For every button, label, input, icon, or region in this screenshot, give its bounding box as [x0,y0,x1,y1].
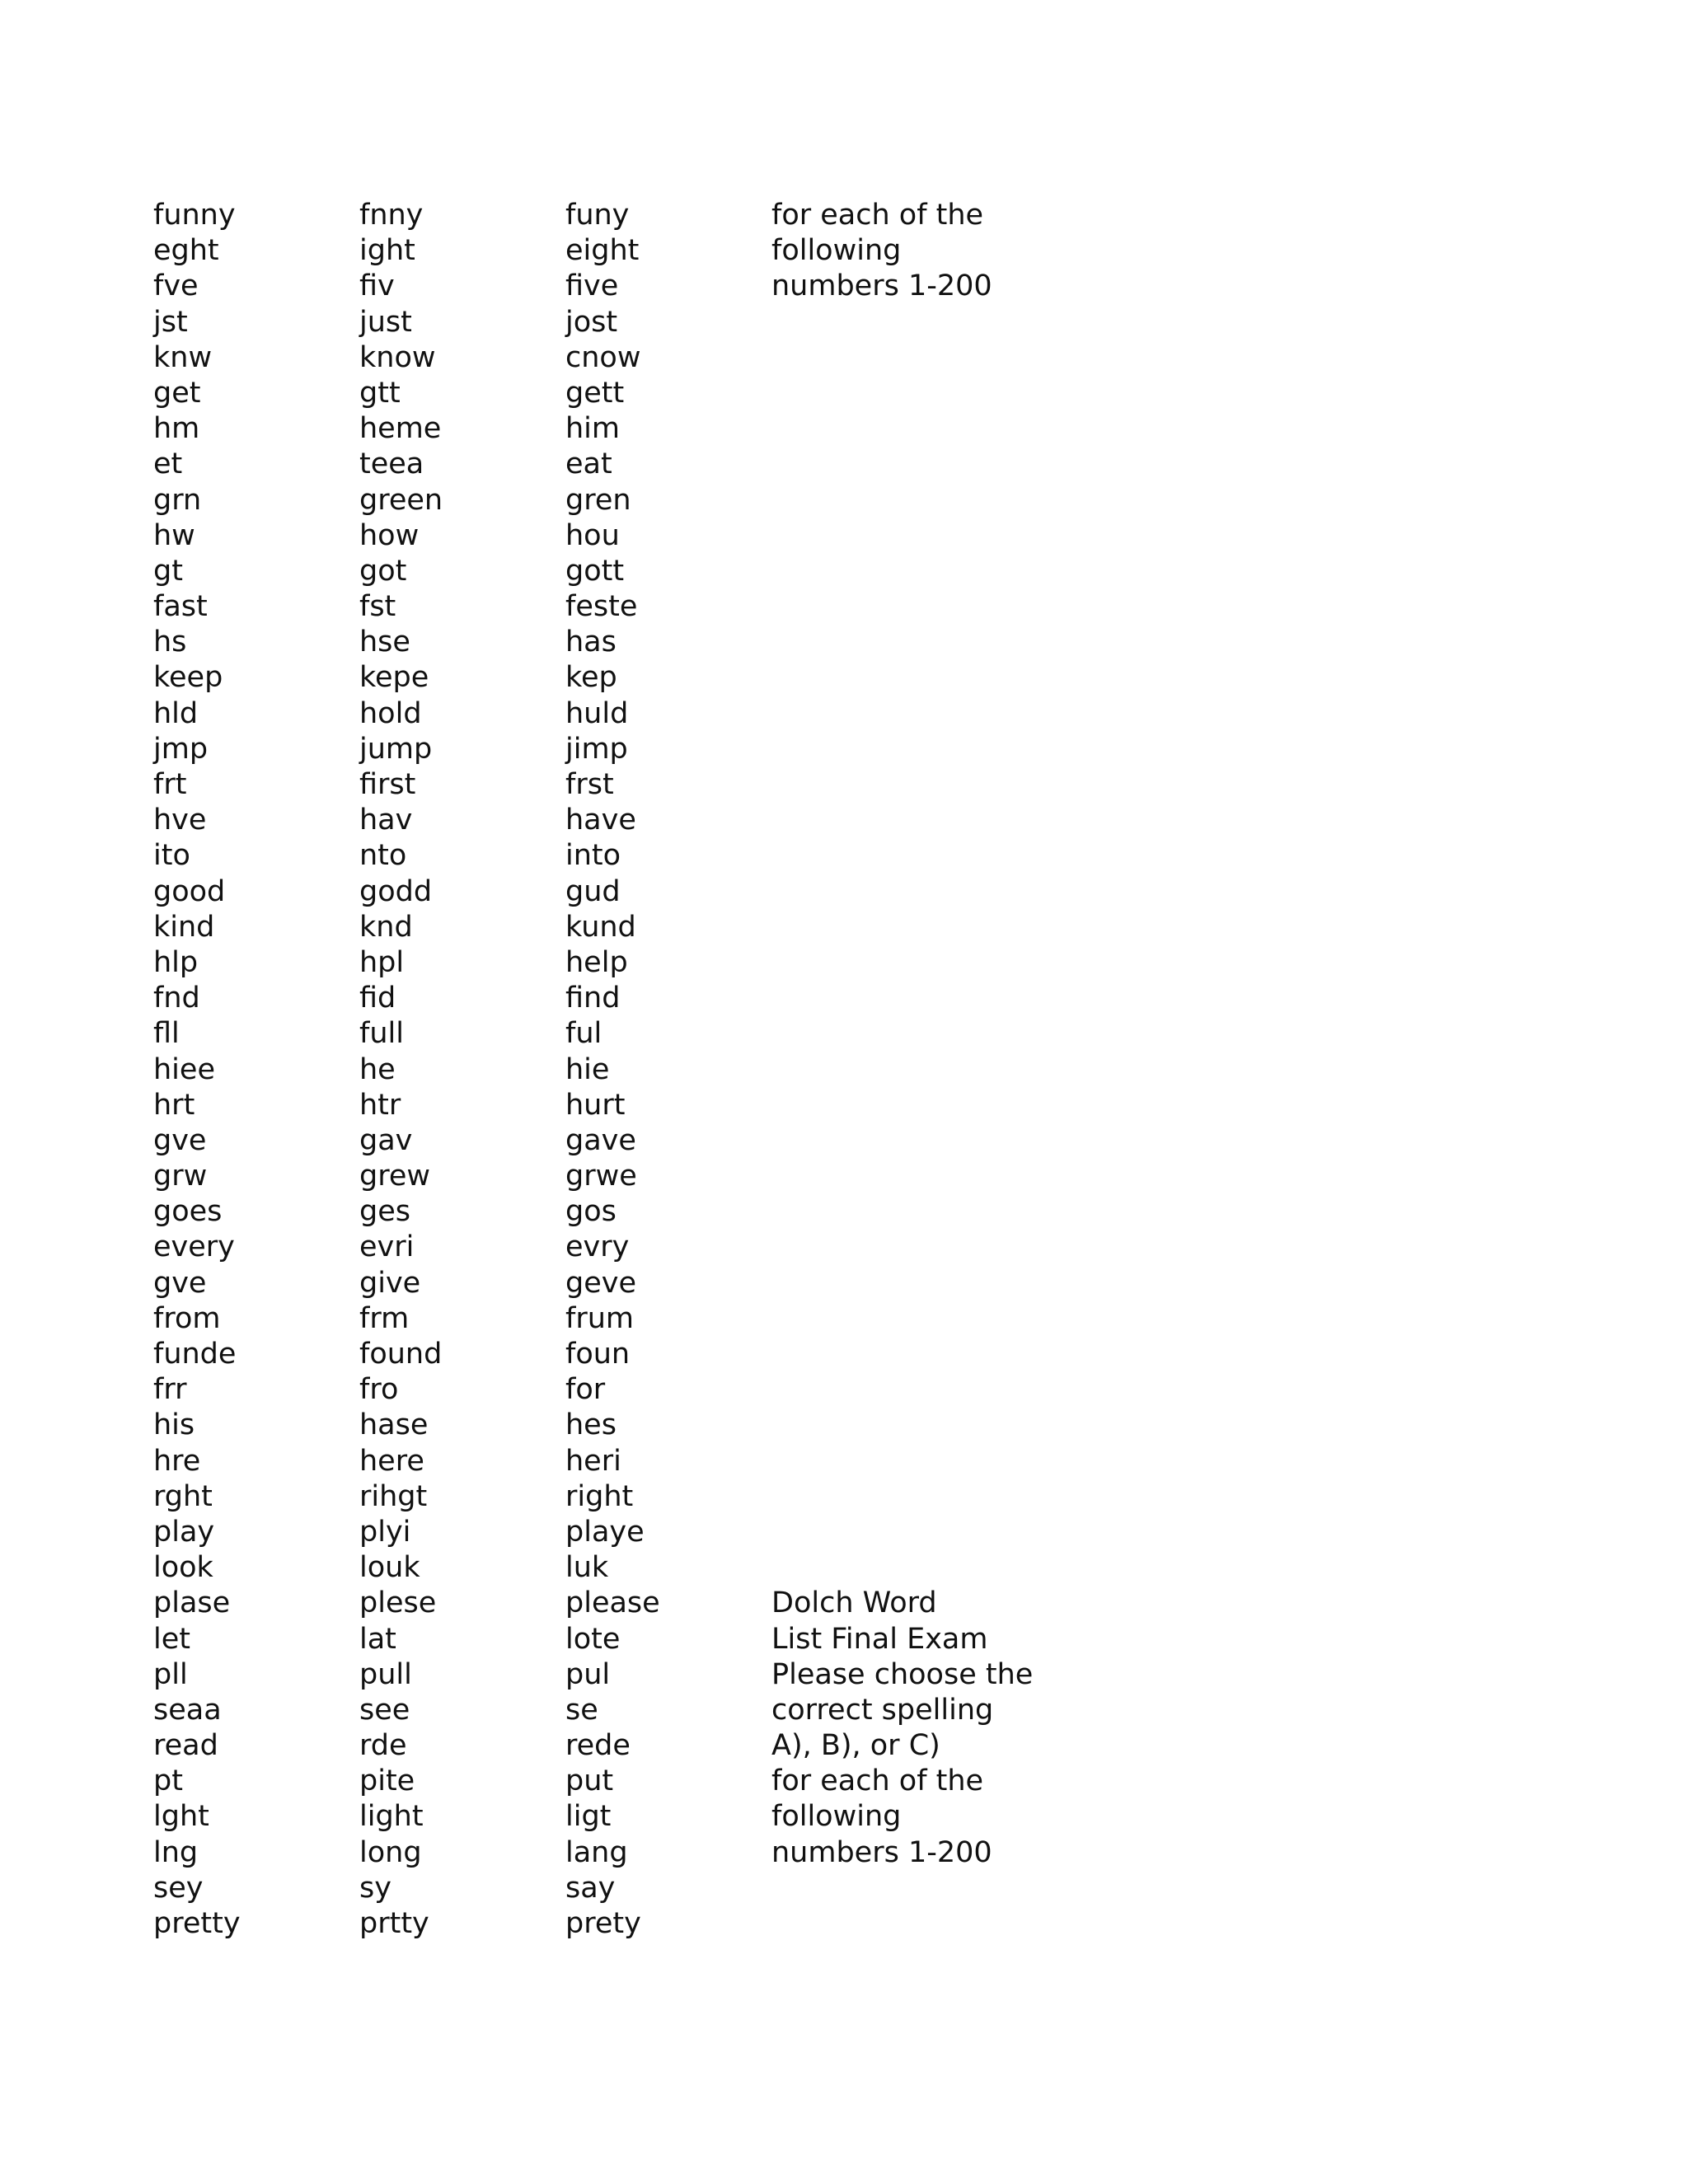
spelling-option-c: funy [565,199,630,232]
spelling-option-c: frum [565,1301,634,1335]
spelling-option-b: grew [359,1160,430,1193]
word-row [153,1657,1101,1693]
word-row [153,269,1101,304]
spelling-option-b: got [359,554,407,588]
spelling-option-c: gett [565,376,625,410]
spelling-option-c: evry [565,1230,630,1264]
word-row [153,660,1101,696]
spelling-option-c: ligt [565,1800,612,1834]
spelling-option-b: first [359,768,416,801]
word-row [153,767,1101,803]
spelling-option-a: gve [153,1266,207,1300]
spelling-option-a: jmp [153,732,209,766]
spelling-option-c: hou [565,518,620,552]
spelling-option-b: godd [359,874,433,908]
spelling-option-b: gtt [359,376,401,410]
spelling-option-a: goes [153,1195,223,1229]
word-row [153,554,1101,589]
spelling-option-c: five [565,269,619,303]
word-row [153,233,1101,269]
instruction-text: for each of the [771,1765,984,1798]
instruction-text: A), B), or C) [771,1729,940,1763]
instruction-text: following [771,234,902,268]
spelling-option-a: seaa [153,1693,222,1727]
spelling-option-b: rde [359,1729,407,1763]
spelling-option-a: good [153,874,226,908]
spelling-option-c: heri [565,1444,621,1478]
spelling-option-c: eat [565,448,612,481]
word-row [153,1764,1101,1799]
spelling-option-c: prety [565,1907,641,1940]
spelling-option-c: him [565,412,621,446]
spelling-option-b: hpl [359,945,405,979]
word-row [153,1728,1101,1764]
spelling-option-a: fll [153,1017,180,1051]
word-row [153,1301,1101,1337]
spelling-option-b: full [359,1017,404,1051]
spelling-option-a: jst [153,305,188,339]
instruction-text: following [771,1800,902,1834]
spelling-option-b: fid [359,982,396,1015]
word-row [153,1159,1101,1194]
spelling-option-c: kep [565,661,617,695]
word-row [153,518,1101,554]
word-row [153,1088,1101,1123]
spelling-option-c: pul [565,1657,611,1691]
instruction-text: numbers 1-200 [771,1835,992,1869]
spelling-option-a: hve [153,804,207,837]
spelling-option-a: lght [153,1800,209,1834]
spelling-option-a: sey [153,1871,204,1905]
word-row [153,732,1101,767]
spelling-option-b: plyi [359,1515,411,1549]
spelling-option-c: huld [565,696,629,730]
spelling-option-c: say [565,1871,616,1905]
word-row [153,1052,1101,1088]
spelling-option-b: hav [359,804,413,837]
spelling-option-b: plese [359,1586,437,1620]
spelling-option-b: rihgt [359,1479,428,1513]
word-row [153,1693,1101,1728]
spelling-option-c: has [565,626,617,659]
word-row [153,625,1101,660]
word-row [153,198,1101,233]
word-row [153,981,1101,1016]
spelling-option-b: knd [359,910,413,944]
spelling-option-a: ito [153,839,190,873]
spelling-option-a: funde [153,1338,237,1371]
word-row [153,1337,1101,1372]
spelling-option-b: know [359,340,436,374]
spelling-option-c: find [565,982,621,1015]
word-row [153,1479,1101,1515]
spelling-option-c: hes [565,1408,617,1442]
spelling-option-c: geve [565,1266,636,1300]
spelling-option-b: fnny [359,199,424,232]
word-row [153,1622,1101,1657]
word-row [153,1799,1101,1835]
spelling-option-b: gav [359,1123,413,1157]
spelling-option-a: pretty [153,1907,241,1940]
spelling-option-b: long [359,1835,422,1869]
spelling-option-a: hw [153,518,195,552]
spelling-option-b: give [359,1266,421,1300]
spelling-option-a: hrt [153,1088,195,1122]
spelling-option-a: hld [153,696,199,730]
word-row [153,1906,1101,1942]
word-row [153,945,1101,981]
spelling-option-c: into [565,839,621,873]
spelling-option-c: put [565,1765,614,1798]
spelling-option-b: jump [359,732,433,766]
spelling-option-b: see [359,1693,410,1727]
spelling-option-c: jost [565,305,618,339]
word-row [153,411,1101,447]
spelling-option-c: rede [565,1729,631,1763]
spelling-option-b: teea [359,448,424,481]
spelling-option-c: kund [565,910,636,944]
word-row [153,1123,1101,1159]
spelling-option-a: get [153,376,201,410]
spelling-option-a: every [153,1230,235,1264]
spelling-option-a: eght [153,234,219,268]
word-row [153,1230,1101,1265]
spelling-option-a: his [153,1408,195,1442]
spelling-option-b: hse [359,626,410,659]
spelling-option-a: hre [153,1444,201,1478]
spelling-option-c: playe [565,1515,645,1549]
spelling-option-b: green [359,483,443,517]
word-row [153,803,1101,838]
spelling-option-c: hie [565,1052,610,1086]
spelling-option-a: gt [153,554,183,588]
spelling-option-c: gren [565,483,631,517]
spelling-option-a: keep [153,661,223,695]
spelling-option-a: hm [153,412,200,446]
spelling-option-c: gave [565,1123,636,1157]
word-row [153,483,1101,518]
spelling-option-b: lat [359,1622,396,1656]
instruction-text: numbers 1-200 [771,269,992,303]
word-row [153,1408,1101,1443]
spelling-option-a: funny [153,199,236,232]
spelling-option-a: gve [153,1123,207,1157]
word-row [153,376,1101,411]
word-row [153,1016,1101,1052]
spelling-option-a: fve [153,269,199,303]
spelling-option-b: evri [359,1230,415,1264]
word-row [153,1444,1101,1479]
instruction-text: for each of the [771,199,984,232]
word-row [153,1194,1101,1230]
spelling-option-a: read [153,1729,218,1763]
spelling-option-c: lang [565,1835,628,1869]
word-row [153,1372,1101,1408]
spelling-option-b: fro [359,1373,399,1407]
spelling-option-a: grn [153,483,202,517]
spelling-option-a: frr [153,1373,187,1407]
spelling-option-c: please [565,1586,660,1620]
spelling-option-b: hase [359,1408,429,1442]
spelling-option-c: gott [565,554,625,588]
spelling-option-b: he [359,1052,396,1086]
instruction-text: Please choose the [771,1657,1034,1691]
spelling-option-a: plase [153,1586,231,1620]
spelling-option-a: from [153,1301,221,1335]
spelling-option-c: feste [565,590,638,624]
spelling-option-a: let [153,1622,190,1656]
spelling-option-c: have [565,804,636,837]
spelling-option-a: hlp [153,945,199,979]
spelling-option-b: found [359,1338,443,1371]
spelling-option-a: fast [153,590,208,624]
spelling-word-table [153,198,1101,1942]
spelling-option-c: gos [565,1195,617,1229]
spelling-option-c: frst [565,768,614,801]
spelling-option-a: grw [153,1160,208,1193]
word-row [153,1835,1101,1871]
spelling-option-c: se [565,1693,598,1727]
spelling-option-b: here [359,1444,424,1478]
word-row [153,910,1101,945]
spelling-option-b: sy [359,1871,392,1905]
spelling-option-a: fnd [153,982,200,1015]
spelling-option-c: for [565,1373,606,1407]
spelling-option-c: right [565,1479,634,1513]
spelling-option-b: how [359,518,420,552]
spelling-option-a: kind [153,910,215,944]
spelling-option-b: light [359,1800,424,1834]
word-row [153,1550,1101,1586]
spelling-option-c: ful [565,1017,603,1051]
word-row [153,1515,1101,1550]
instruction-text: correct spelling [771,1693,994,1727]
spelling-option-b: fst [359,590,396,624]
spelling-option-b: frm [359,1301,410,1335]
spelling-option-a: pll [153,1657,188,1691]
spelling-option-c: jimp [565,732,628,766]
word-row [153,589,1101,625]
spelling-option-a: hs [153,626,187,659]
spelling-option-a: et [153,448,183,481]
spelling-option-c: hurt [565,1088,626,1122]
spelling-option-a: knw [153,340,213,374]
word-row [153,1266,1101,1301]
word-row [153,874,1101,910]
spelling-option-b: nto [359,839,407,873]
spelling-option-a: lng [153,1835,199,1869]
instruction-text: List Final Exam [771,1622,988,1656]
spelling-option-a: pt [153,1765,183,1798]
spelling-option-a: look [153,1551,213,1585]
spelling-option-a: frt [153,768,187,801]
spelling-option-b: pite [359,1765,415,1798]
spelling-option-b: kepe [359,661,429,695]
word-row [153,696,1101,732]
spelling-option-c: cnow [565,340,641,374]
instruction-text: Dolch Word [771,1586,937,1620]
spelling-option-b: htr [359,1088,401,1122]
spelling-option-b: heme [359,412,442,446]
spelling-option-b: louk [359,1551,420,1585]
spelling-option-a: hiee [153,1052,215,1086]
spelling-option-a: rght [153,1479,213,1513]
spelling-option-c: foun [565,1338,631,1371]
spelling-option-c: gud [565,874,621,908]
spelling-option-c: grwe [565,1160,637,1193]
spelling-option-b: prtty [359,1907,429,1940]
word-row [153,305,1101,340]
word-row [153,1586,1101,1621]
spelling-option-b: just [359,305,412,339]
spelling-option-b: fiv [359,269,395,303]
word-row [153,447,1101,482]
word-row [153,340,1101,376]
spelling-option-c: luk [565,1551,609,1585]
word-row [153,1871,1101,1906]
spelling-option-a: play [153,1515,215,1549]
spelling-option-c: eight [565,234,640,268]
spelling-option-b: hold [359,696,422,730]
spelling-option-b: ges [359,1195,410,1229]
spelling-option-b: ight [359,234,415,268]
spelling-option-c: help [565,945,628,979]
spelling-option-b: pull [359,1657,412,1691]
word-row [153,838,1101,874]
spelling-option-c: lote [565,1622,621,1656]
